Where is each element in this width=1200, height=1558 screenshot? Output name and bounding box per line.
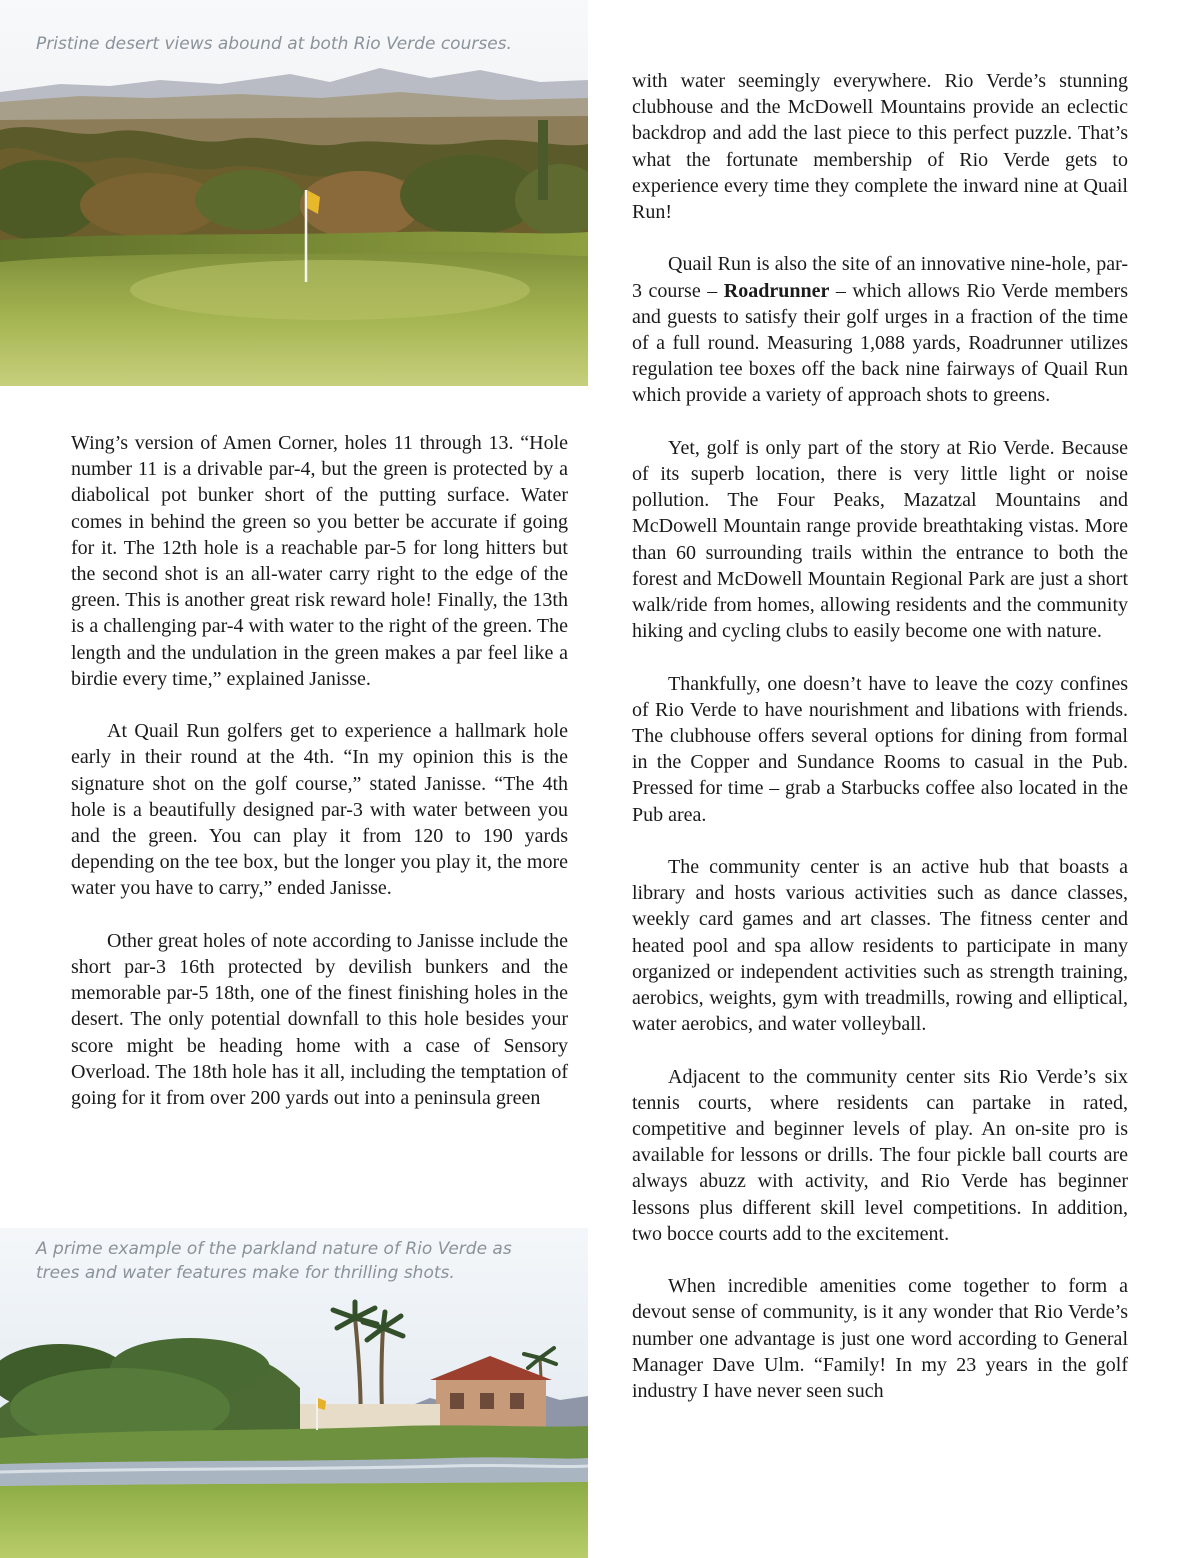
bottom-photo-caption: A prime example of the parkland nature of Rio Verde as trees and water features make for thrilling shots. [36,1239,512,1283]
article-left-column [71,430,568,1137]
top-photo-caption: Pristine desert views abound at both Rio Verde courses. [36,34,512,54]
left-paragraph-2: At Quail Run golfers get to experience a hallmark hole early in their round at the 4th. “In my opinion this is the signature shot on the golf course,” stated Janisse. “The 4th hole is a beautifully designed par-3 with water between you and the green. You can play it from 120 to 190 yards depending on the tee box, but the longer you play it, the more water you have to carry,” ended Janisse. [71,720,568,900]
right-paragraph-2 [632,251,1128,408]
right-paragraph-2-text-a: Quail Run is also the site of an innovative nine-hole, par-3 course – [632,253,1128,302]
desert-green-image [0,0,588,386]
roadrunner-course-name: Roadrunner [723,279,830,302]
article-right-column [632,68,1128,1430]
right-paragraph-4: Thankfully, one doesn’t have to leave the cozy confines of Rio Verde to have nourishment and libations with friends. The clubhouse offers several options for dining from formal in the Copper and Sundance Rooms to casual in the Pub. Pressed for time – grab a Starbucks coffee also located in the Pub area. [632,672,1128,826]
left-paragraph-1: Wing’s version of Amen Corner, holes 11 through 13. “Hole number 11 is a drivable par-4, but the green is protected by a diabolical pot bunker short of the putting surface. Water comes in behind the green so you better be accurate if going for it. The 12th hole is a reachable par-5 for long hitters but the second shot is an all-water carry right to the edge of the green. This is another great risk reward hole! Finally, the 13th is a challenging par-4 with water to the right of the green. The length and the undulation in the green makes a par feel like a birdie every time,” explained Janisse. [71,432,568,690]
right-paragraph-3: Yet, golf is only part of the story at Rio Verde. Because of its superb location, there is very little light or noise pollution. The Four Peaks, Mazatzal Mountains and McDowell Mountain range provide breathtaking vistas. More than 60 surrounding trails within the entrance to both the forest and McDowell Mountain Regional Park are just a short walk/ride from homes, allowing residents and the community hiking and cycling clubs to easily become one with nature. [632,436,1128,643]
top-photo [0,0,588,386]
right-paragraph-1: with water seemingly everywhere. Rio Verde’s stunning clubhouse and the McDowell Mountains provide an eclectic backdrop and add the last piece to this perfect puzzle. That’s what the fortunate membership of Rio Verde gets to experience every time they complete the inward nine at Quail Run! [632,70,1128,224]
right-paragraph-5: The community center is an active hub that boasts a library and hosts various activities such as dance classes, weekly card games and art classes. The fitness center and heated pool and spa allow residents to participate in many organized or independent activities such as strength training, aerobics, weights, gym with treadmills, rowing and elliptical, water aerobics, and water volleyball. [632,856,1128,1036]
left-paragraph-3: Other great holes of note according to Janisse include the short par-3 16th protected by devilish bunkers and the memorable par-5 18th, one of the finest finishing holes in the desert. The only potential downfall to this hole besides your score might be heading home with a case of Sensory Overload. The 18th hole has it all, including the temptation of going for it from over 200 yards out into a peninsula green [71,929,568,1110]
right-paragraph-7: When incredible amenities come together to form a devout sense of community, is it any wonder that Rio Verde’s number one advantage is just one word according to General Manager Dave Ulm. “Family! In my 23 years in the golf industry I have never seen such [632,1275,1128,1403]
right-paragraph-6: Adjacent to the community center sits Rio Verde’s six tennis courts, where residents can partake in rated, competitive and beginner levels of play. An on-site pro is available for lessons or drills. The four pickle ball courts are always abuzz with activity, and Rio Verde has beginner lessons plus different skill level competitions. In addition, two bocce courts add to the excitement. [632,1065,1128,1245]
right-paragraph-2-text-b: – which allows Rio Verde members and guests to satisfy their golf urges in a fraction of the time of a full round. Measuring 1,088 yards, Roadrunner utilizes regulation tee boxes off the back nine fairways of Quail Run which provide a variety of approach shots to greens. [632,279,1128,407]
